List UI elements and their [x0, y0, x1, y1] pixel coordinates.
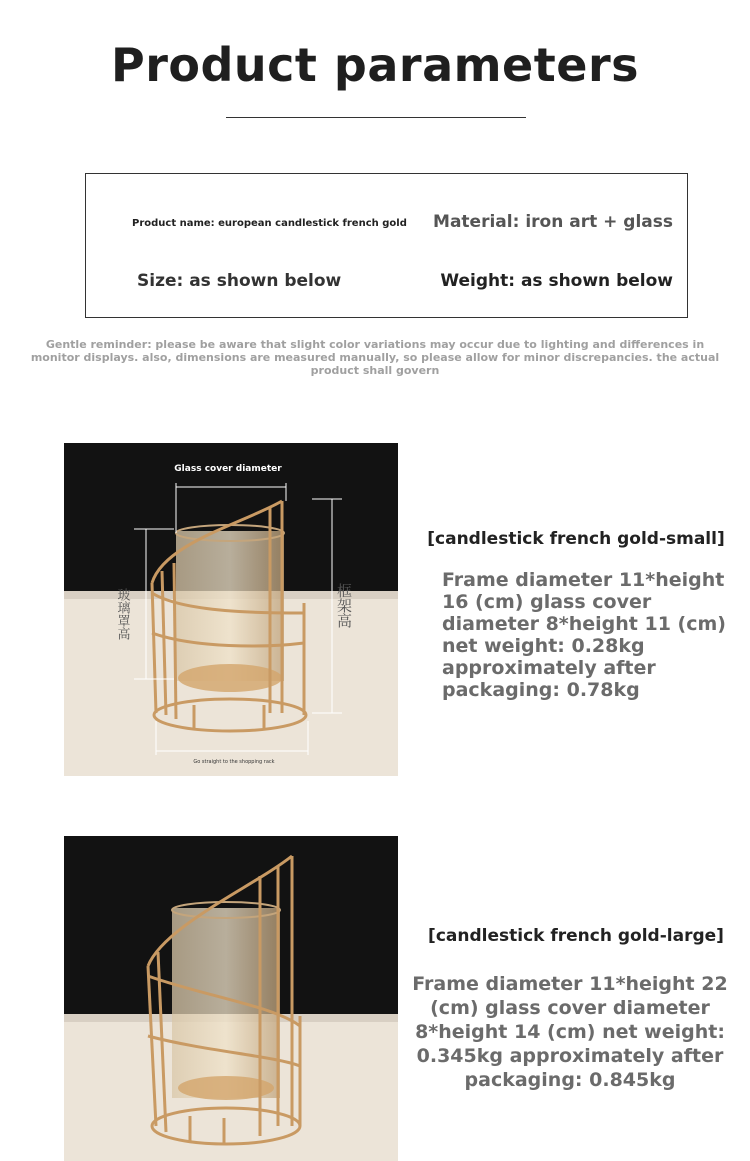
- material: Material: iron art + glass: [433, 212, 673, 232]
- small-variant-title: [candlestick french gold-small]: [427, 529, 725, 549]
- weight: Weight: as shown below: [440, 271, 673, 291]
- large-product-photo: [64, 836, 398, 1161]
- large-variant-title: [candlestick french gold-large]: [428, 926, 724, 946]
- bottom-label: Go straight to the shopping rack: [193, 759, 275, 765]
- parameters-box: [85, 173, 688, 318]
- large-description: Frame diameter 11*height 22 (cm) glass cover diameter 8*height 14 (cm) net weight: 0.345kg approximately after packaging: 0.845kg: [412, 973, 728, 1091]
- title-divider: [226, 117, 526, 118]
- small-product-photo: [64, 443, 398, 776]
- cover-height-label: 玻璃罩高: [114, 588, 130, 640]
- page-title: Product parameters: [110, 38, 640, 92]
- small-description: Frame diameter 11*height 16 (cm) glass cover diameter 8*height 11 (cm) net weight: 0.28kg approximately after packaging: 0.78kg: [442, 569, 726, 701]
- product-name: Product name: european candlestick french gold: [132, 218, 407, 229]
- gentle-reminder: Gentle reminder: please be aware that slight color variations may occur due to lighting and differences in monitor displays. also, dimensions are measured manually, so please allow for minor discrepancies. the actual product shall govern: [30, 338, 720, 377]
- frame-height-label: 框架高: [335, 583, 353, 628]
- glass-cover-label: Glass cover diameter: [174, 464, 282, 474]
- size: Size: as shown below: [137, 271, 342, 291]
